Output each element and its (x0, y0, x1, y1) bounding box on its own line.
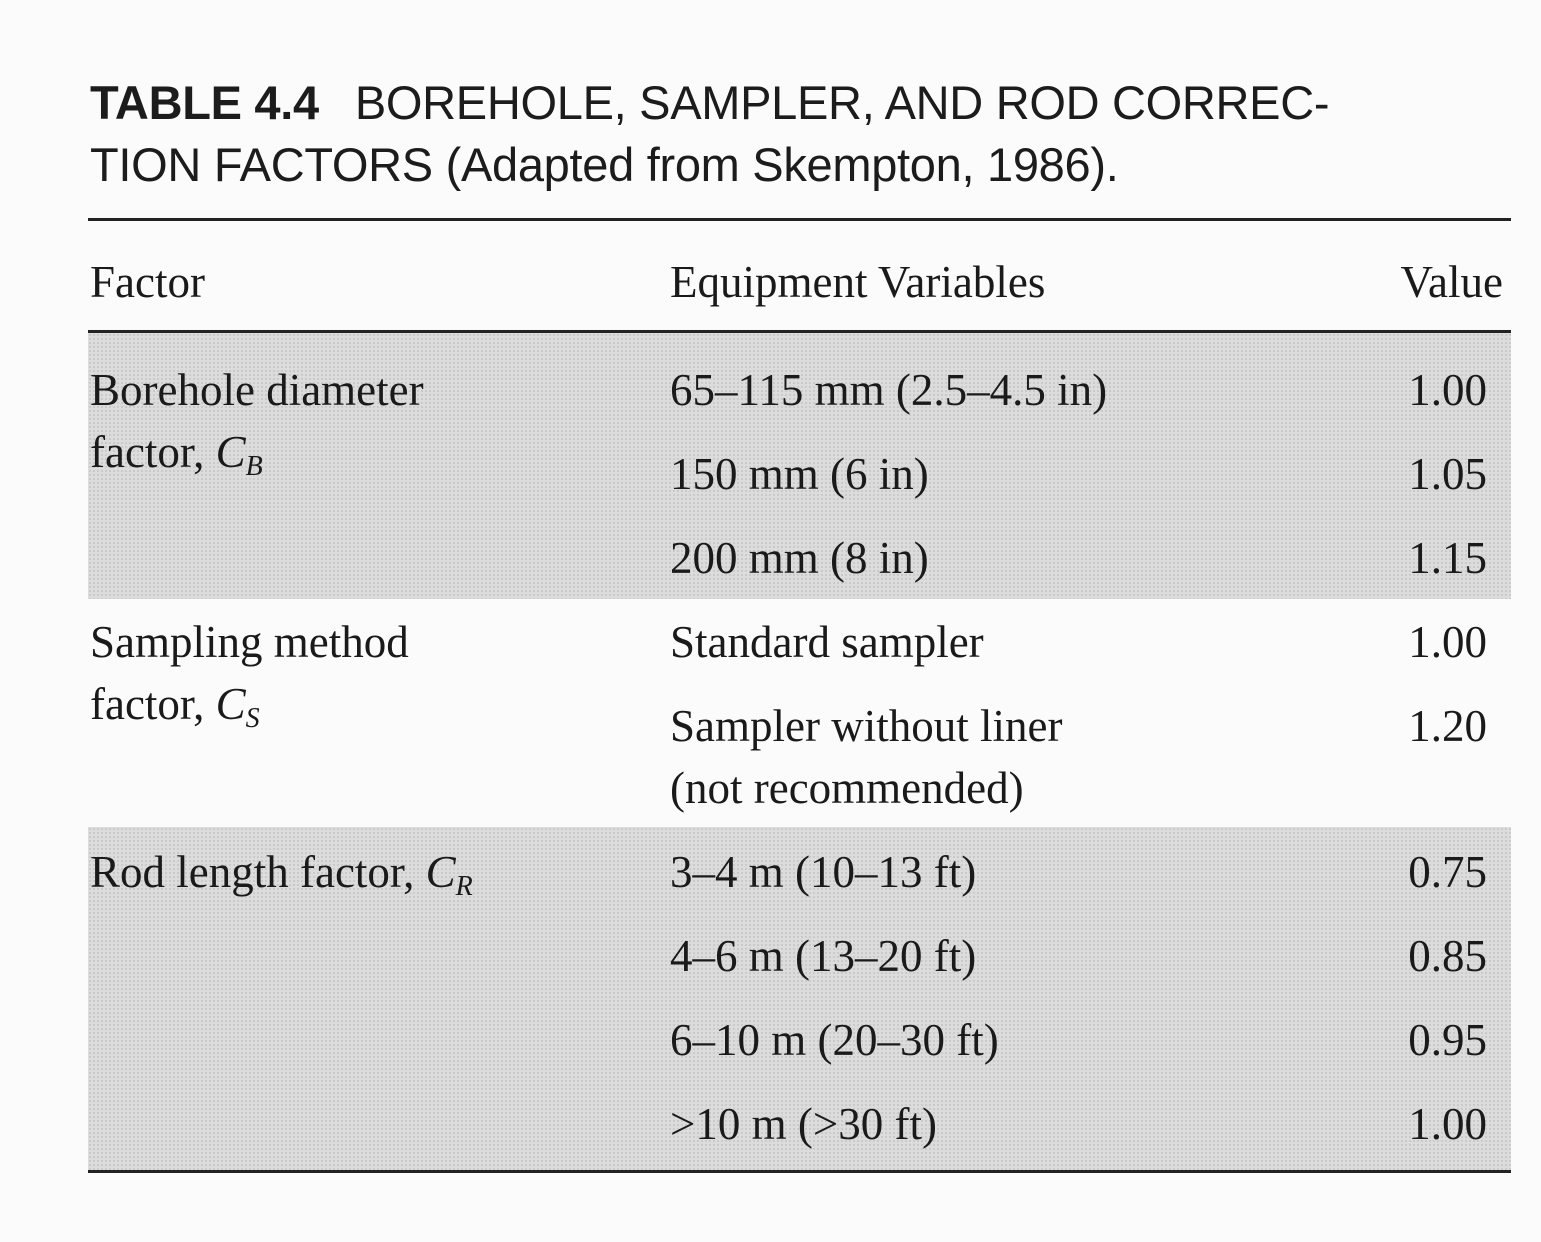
equipment-cell: 200 mm (8 in) (670, 533, 929, 583)
value-cell: 1.00 (1408, 617, 1487, 667)
equipment-cell: 150 mm (6 in) (670, 449, 929, 499)
equipment-cell: 6–10 m (20–30 ft) (670, 1015, 999, 1065)
equipment-cell: >10 m (>30 ft) (670, 1099, 937, 1149)
factor-sampling-prefix: factor, (90, 679, 216, 729)
factor-rod-symbol (425, 847, 473, 902)
caption-line-1 (90, 72, 1510, 134)
equipment-cell: 3–4 m (10–13 ft) (670, 847, 977, 897)
equipment-cell-line-2: (not recommended) (670, 763, 1024, 813)
table-caption (90, 72, 1510, 196)
value-cell: 1.00 (1408, 1099, 1487, 1149)
factor-rod-length (90, 841, 473, 918)
factor-sampling-line-1: Sampling method (90, 617, 409, 667)
symbol-letter: C (425, 847, 456, 897)
value-cell: 1.00 (1408, 365, 1487, 415)
symbol-subscript: S (245, 703, 260, 734)
value-cell: 1.15 (1408, 533, 1487, 583)
symbol-subscript: B (245, 451, 263, 482)
table-title-line-1: BOREHOLE, SAMPLER, AND ROD CORREC- (354, 76, 1330, 129)
factor-sampling-line-2 (90, 673, 260, 750)
bottom-rule (88, 1170, 1511, 1173)
equipment-cell: Sampler without liner (670, 701, 1063, 751)
symbol-subscript: R (455, 871, 473, 902)
equipment-cell: 4–6 m (13–20 ft) (670, 931, 977, 981)
table-number: TABLE 4.4 (90, 76, 319, 129)
factor-borehole-symbol (215, 427, 263, 482)
header-equipment: Equipment Variables (670, 257, 1046, 307)
equipment-cell: Standard sampler (670, 617, 984, 667)
symbol-letter: C (215, 679, 246, 729)
factor-borehole-prefix: factor, (90, 427, 216, 477)
header-factor: Factor (90, 257, 205, 307)
factor-rod-prefix: Rod length factor, (90, 847, 426, 897)
table-title-line-2: TION FACTORS (Adapted from Skempton, 1986). (90, 138, 1119, 191)
factor-borehole-line-2 (90, 421, 263, 498)
symbol-letter: C (215, 427, 246, 477)
value-cell: 1.05 (1408, 449, 1487, 499)
value-cell: 0.75 (1408, 847, 1487, 897)
equipment-cell: 65–115 mm (2.5–4.5 in) (670, 365, 1108, 415)
value-cell: 0.95 (1408, 1015, 1487, 1065)
header-value: Value (1400, 257, 1503, 307)
value-cell: 1.20 (1408, 701, 1487, 751)
top-rule (88, 218, 1511, 221)
factor-sampling-symbol (215, 679, 260, 734)
value-cell: 0.85 (1408, 931, 1487, 981)
factor-borehole-line-1: Borehole diameter (90, 365, 424, 415)
